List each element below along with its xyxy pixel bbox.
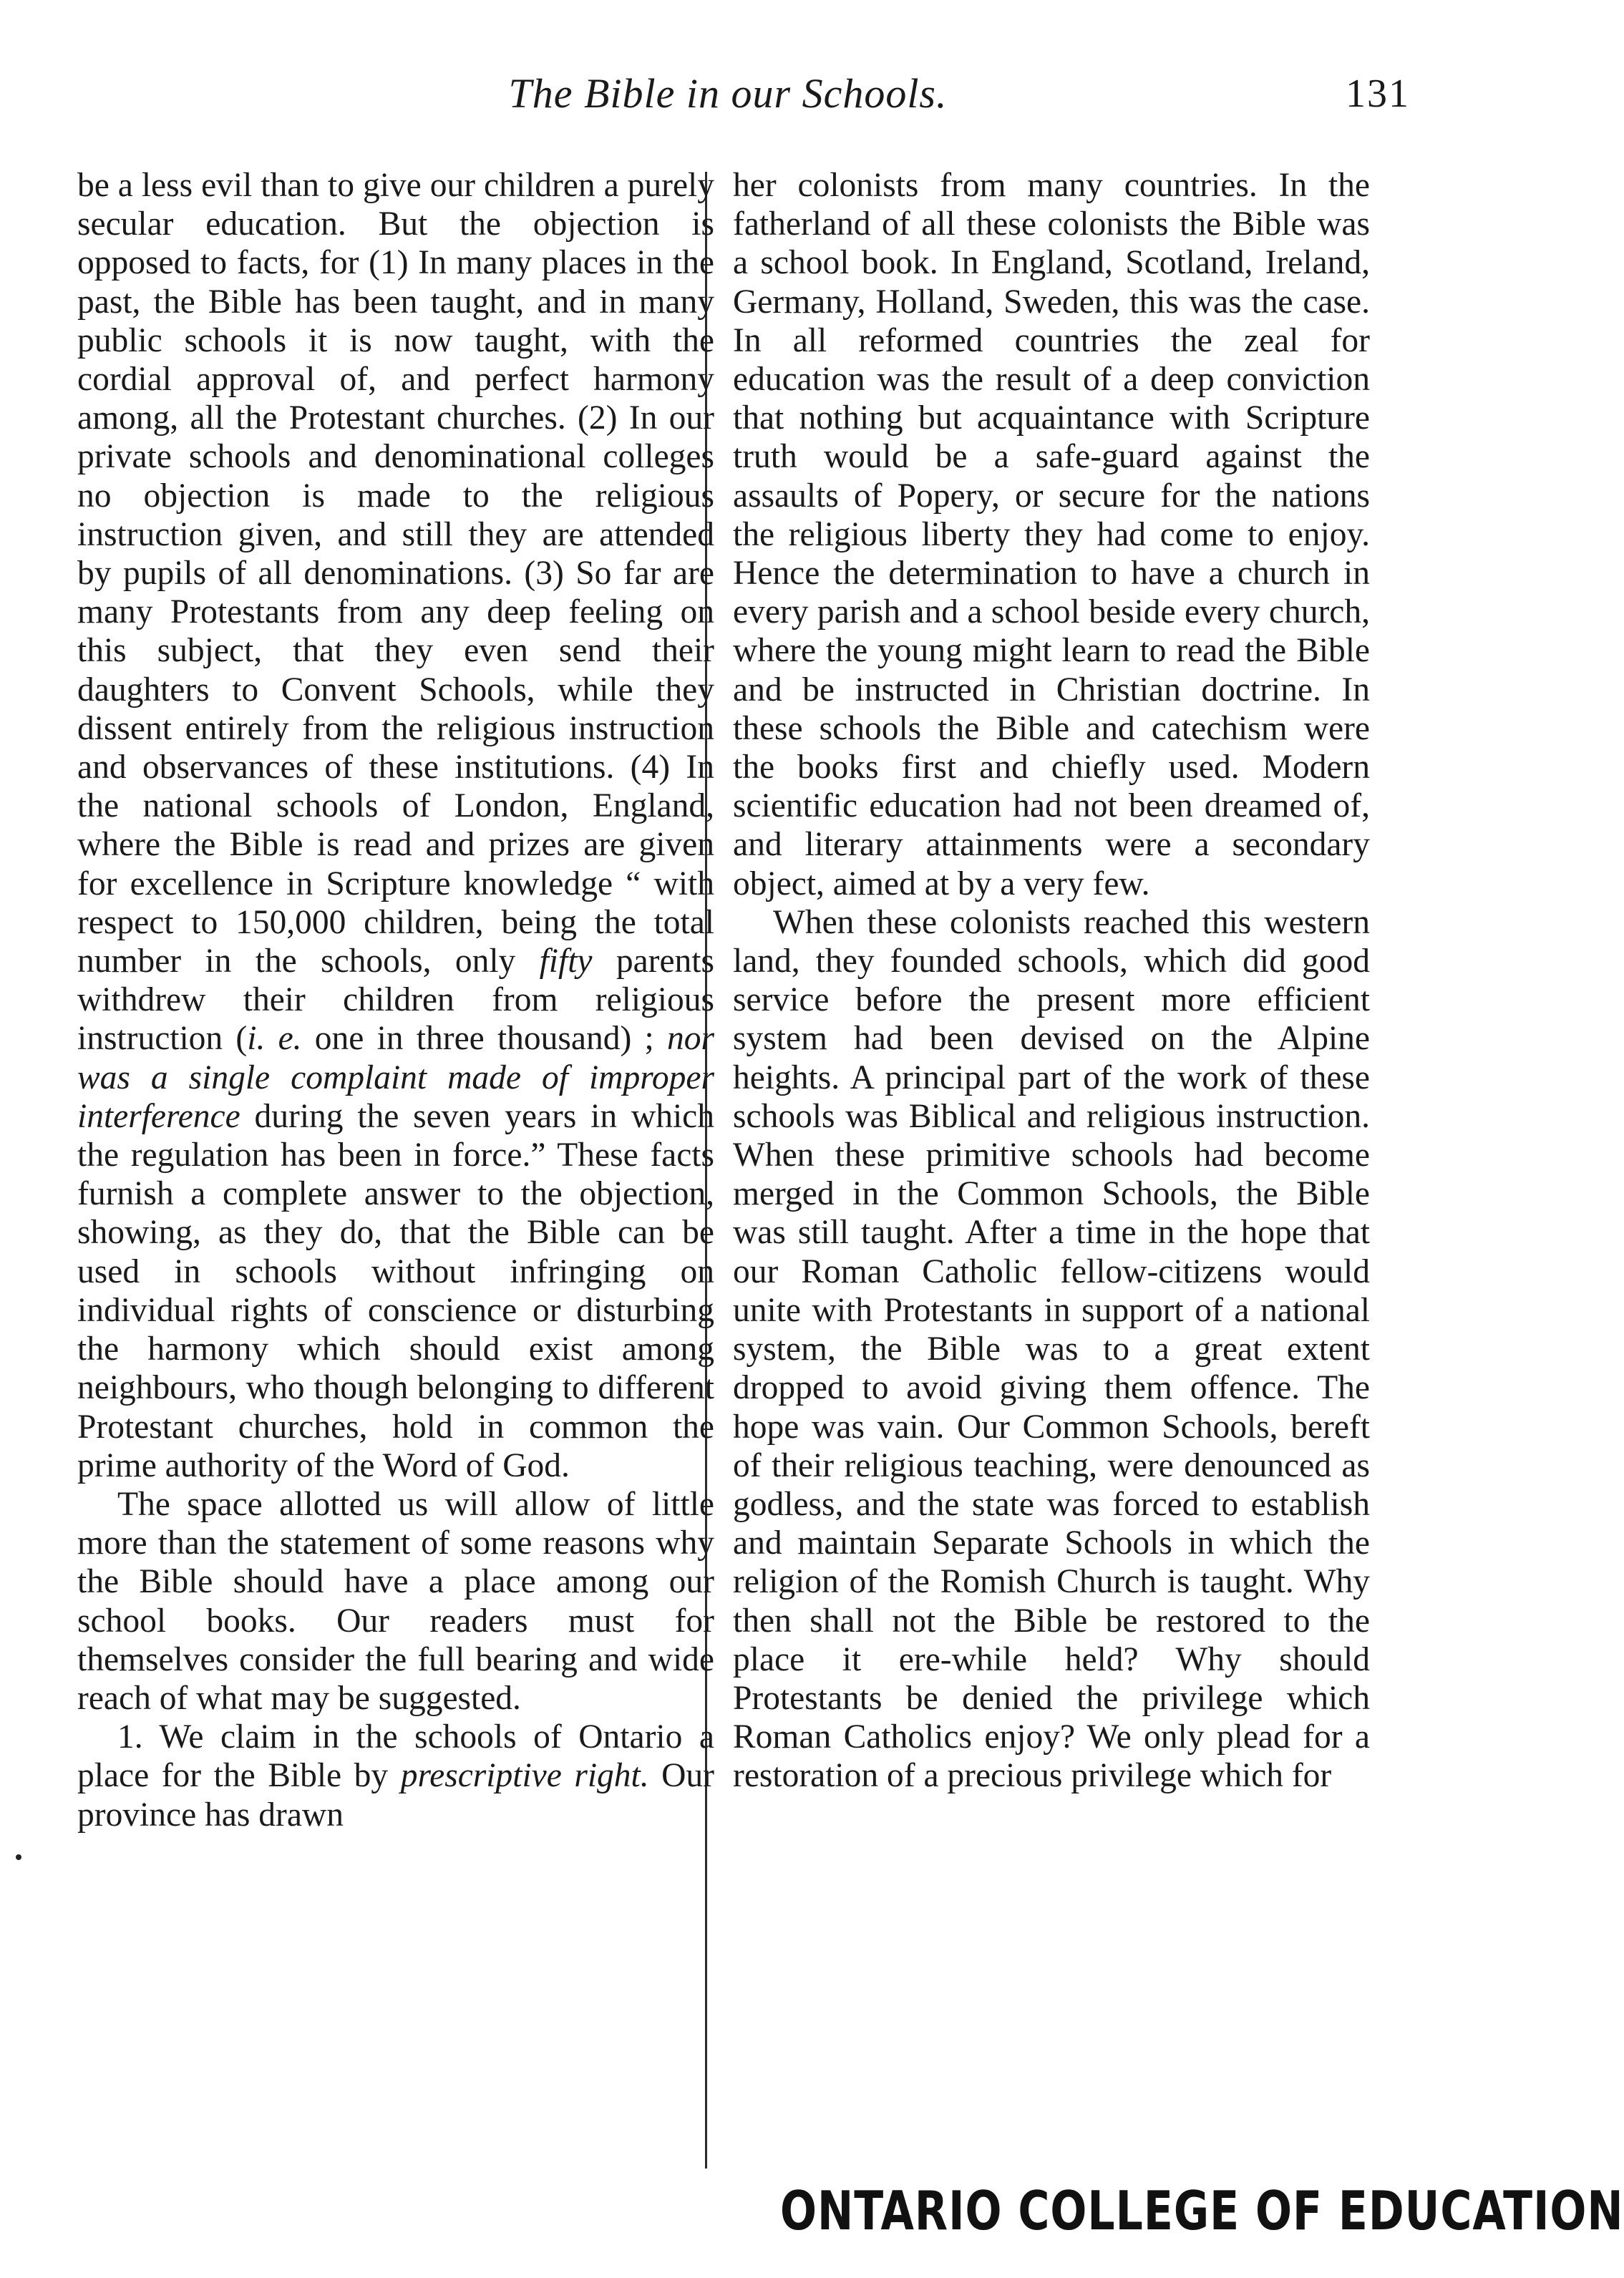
left-p3-italic-prescriptive: prescriptive right. xyxy=(400,1757,649,1795)
left-p1-italic-ie: i. e. xyxy=(247,1020,302,1058)
left-paragraph-2: The space allotted us will allow of little more than the statement of some reasons why the Bible should have a place among our school books. Our readers must for themselves consider the full bearing and wide reach of what may be suggested. xyxy=(77,1485,714,1717)
running-title: The Bible in our Schools. xyxy=(508,70,948,117)
right-column xyxy=(733,166,1370,1796)
left-p3-text-a: 1. We claim in the schools of Ontario a place for the Bible by xyxy=(77,1718,714,1795)
right-paragraph-1: her colonists from many countries. In the fatherland of all these colonists the Bible was a school book. In England, Scotland, Ireland, Germany, Holland, Sweden, this was the case. In all reformed countries the zeal for education was the result of a deep conviction that nothing but acquaintance with Scripture truth would be a safe-guard against the assaults of Popery, or secure for the nations the religious liberty they had come to enjoy. Hence the determination to have a church in every parish and a school beside every church, where the young might learn to read the Bible and be instructed in Christian doctrine. In these schools the Bible and catechism were the books first and chiefly used. Modern scientific education had not been dreamed of, and literary attainments were a secondary object, aimed at by a very few. xyxy=(733,167,1370,902)
left-paragraph-1 xyxy=(77,166,714,1485)
running-header xyxy=(0,69,1456,133)
left-paragraph-3 xyxy=(77,1718,714,1834)
left-column xyxy=(77,166,714,1834)
left-p1-italic-fifty: fifty xyxy=(539,943,593,980)
page-number: 131 xyxy=(1346,72,1410,116)
left-p1-text-c: one in three thousand) ; xyxy=(301,1020,667,1058)
left-p1-text-d: during the seven years in which the regulation has been in force.” These facts furnish a complete answer to the objection, showing, as they do, that the Bible can be used in schools without infringing on individual rights of conscience or disturbing the harmony which should exist among neighbours, who though belonging to different Protestant churches, hold in common the prime authority of the Word of God. xyxy=(77,1097,714,1484)
left-p1-italic-complaint: nor was a single complaint made of improper interference xyxy=(77,1020,714,1135)
left-p3-text-b: Our province has drawn xyxy=(77,1757,714,1834)
stray-ink-dot xyxy=(16,1854,21,1860)
left-p1-text-b: parents withdrew their children from religious instruction ( xyxy=(77,943,714,1058)
left-p1-text-a: be a less evil than to give our children a purely secular education. But the objection is opposed to facts, for (1) In many places in the past, the Bible has been taught, and in many public schools it is now taught, with the cordial approval of, and perfect harmony among, all the Protestant churches. (2) In our private schools and denominational colleges no objection is made to the religious instruction given, and still they are attended by pupils of all denominations. (3) So far are many Protestants from any deep feeling on this subject, that they even send their daughters to Convent Schools, while they dissent entirely from the religious instruction and observances of these institutions. (4) In the national schools of London, England, where the Bible is read and prizes are given for excellence in Scripture knowledge “ with respect to 150,000 children, being the total number in the schools, only xyxy=(77,167,714,980)
right-paragraph-2: When these colonists reached this western land, they founded schools, which did good service before the present more efficient system had been devised on the Alpine heights. A principal part of the work of these schools was Biblical and religious instruction. When these primitive schools had become merged in the Common Schools, the Bible was still taught. After a time in the hope that our Roman Catholic fellow-citizens would unite with Protestants in support of a national system, the Bible was to a great extent dropped to avoid giving them offence. The hope was vain. Our Common Schools, bereft of their religious teaching, were denounced as godless, and the state was forced to establish and maintain Separate Schools in which the religion of the Romish Church is taught. Why then shall not the Bible be restored to the place it ere-while held? Why should Protestants be denied the privilege which Roman Catholics enjoy? We only plead for a restoration of a precious privilege which for xyxy=(733,903,1370,1795)
library-stamp: ONTARIO COLLEGE OF EDUCATION xyxy=(780,2180,1624,2243)
